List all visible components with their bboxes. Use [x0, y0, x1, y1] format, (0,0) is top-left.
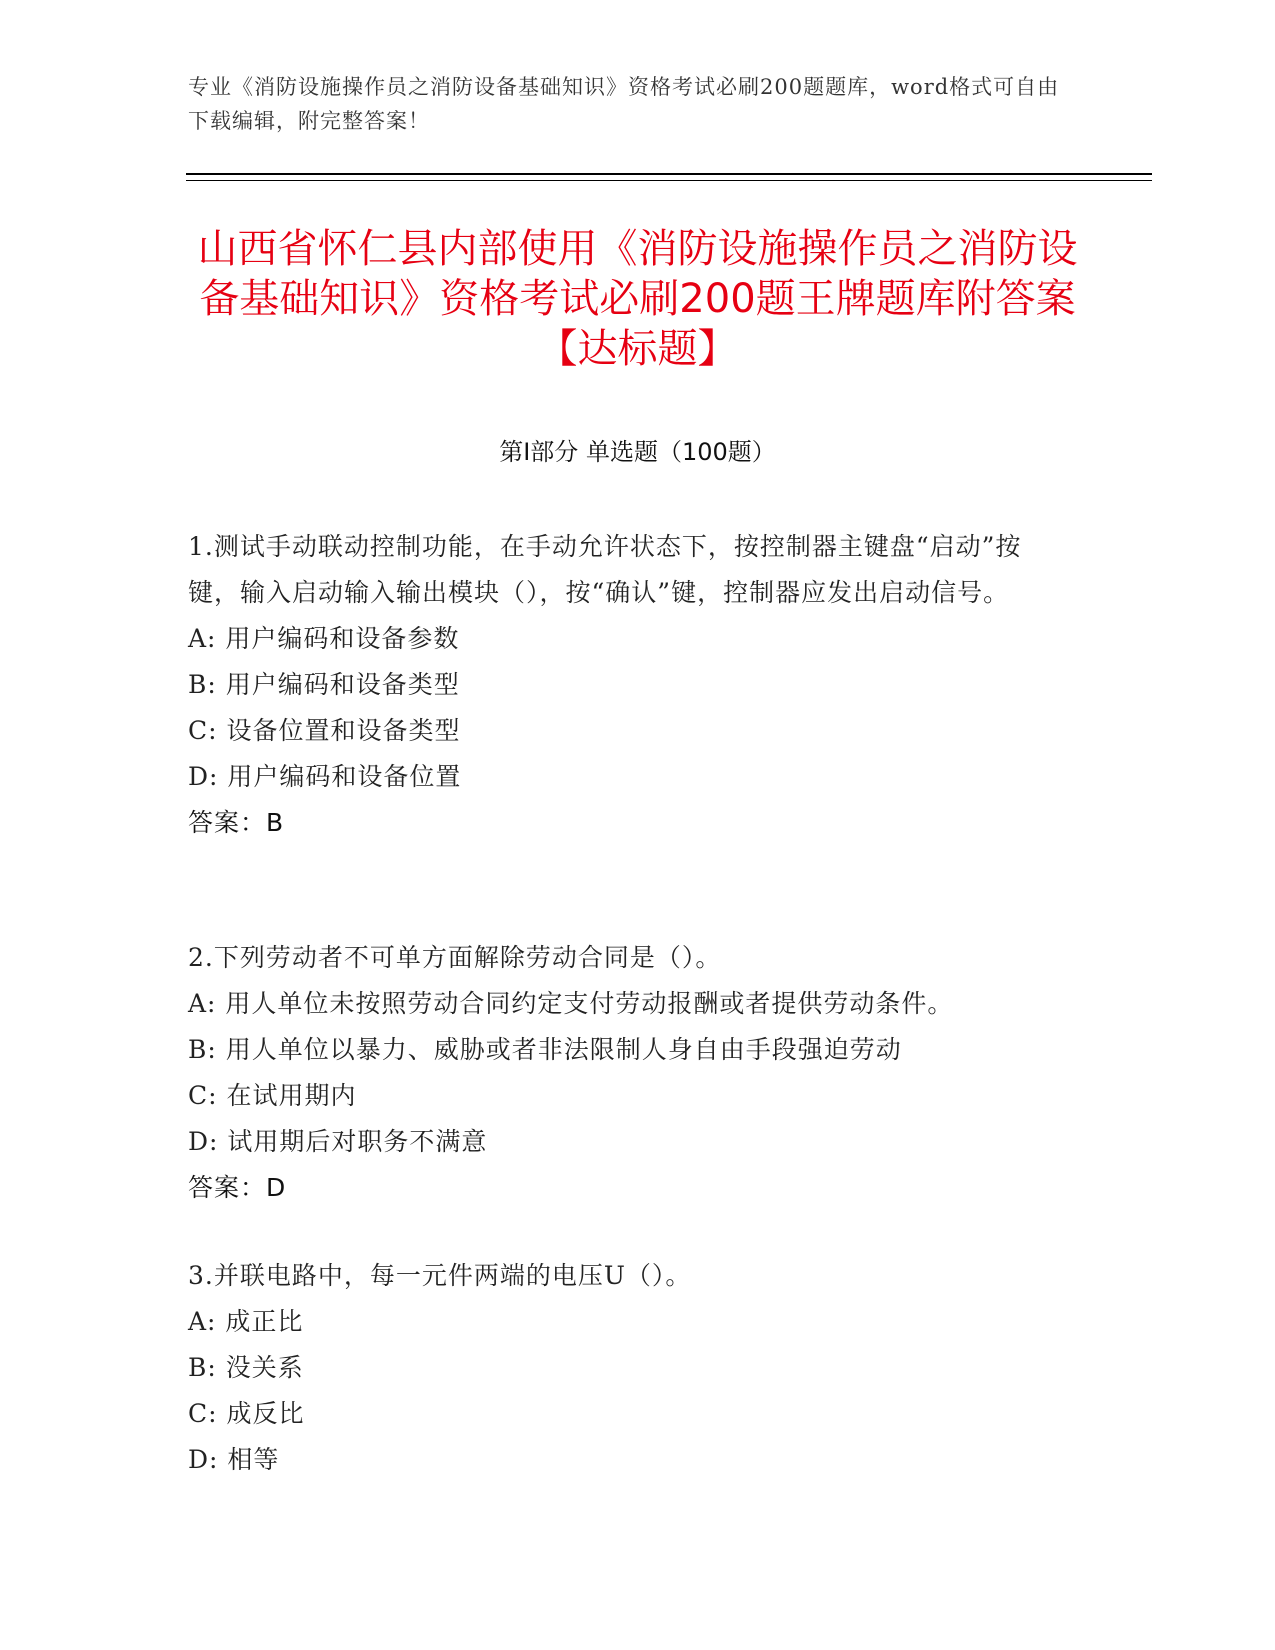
answer: 答案：B [188, 808, 285, 837]
option-a: A: 用人单位未按照劳动合同约定支付劳动报酬或者提供劳动条件。 [188, 989, 954, 1018]
answer: 答案：D [188, 1173, 287, 1202]
option-b: B: 没关系 [188, 1353, 304, 1382]
question-1 [188, 524, 1068, 846]
question-stem: 3.并联电路中，每一元件两端的电压U（）。 [188, 1261, 692, 1290]
option-b: B: 用户编码和设备类型 [188, 670, 460, 699]
header-divider-thin [186, 180, 1152, 181]
question-stem: 2.下列劳动者不可单方面解除劳动合同是（）。 [188, 943, 722, 972]
question-3 [188, 1253, 1068, 1483]
question-stem: 1.测试手动联动控制功能，在手动允许状态下，按控制器主键盘“启动”按键，输入启动输入输出模块（），按“确认”键，控制器应发出启动信号。 [188, 532, 1022, 607]
option-c: C: 设备位置和设备类型 [188, 716, 461, 745]
option-c: C: 在试用期内 [188, 1081, 357, 1110]
header-note: 专业《消防设施操作员之消防设备基础知识》资格考试必刷200题题库，word格式可自由下载编辑，附完整答案！ [188, 75, 1060, 133]
option-a: A: 成正比 [188, 1307, 304, 1336]
header-divider-thick [186, 173, 1152, 175]
option-a: A: 用户编码和设备参数 [188, 624, 460, 653]
option-d: D: 用户编码和设备位置 [188, 762, 462, 791]
section-heading: 第I部分 单选题（100题） [499, 438, 776, 466]
option-c: C: 成反比 [188, 1399, 305, 1428]
option-b: B: 用人单位以暴力、威胁或者非法限制人身自由手段强迫劳动 [188, 1035, 902, 1064]
question-2 [188, 935, 1068, 1211]
document-title: 山西省怀仁县内部使用《消防设施操作员之消防设备基础知识》资格考试必刷200题王牌题库附答案【达标题】 [197, 226, 1078, 372]
option-d: D: 相等 [188, 1445, 280, 1474]
option-d: D: 试用期后对职务不满意 [188, 1127, 488, 1156]
